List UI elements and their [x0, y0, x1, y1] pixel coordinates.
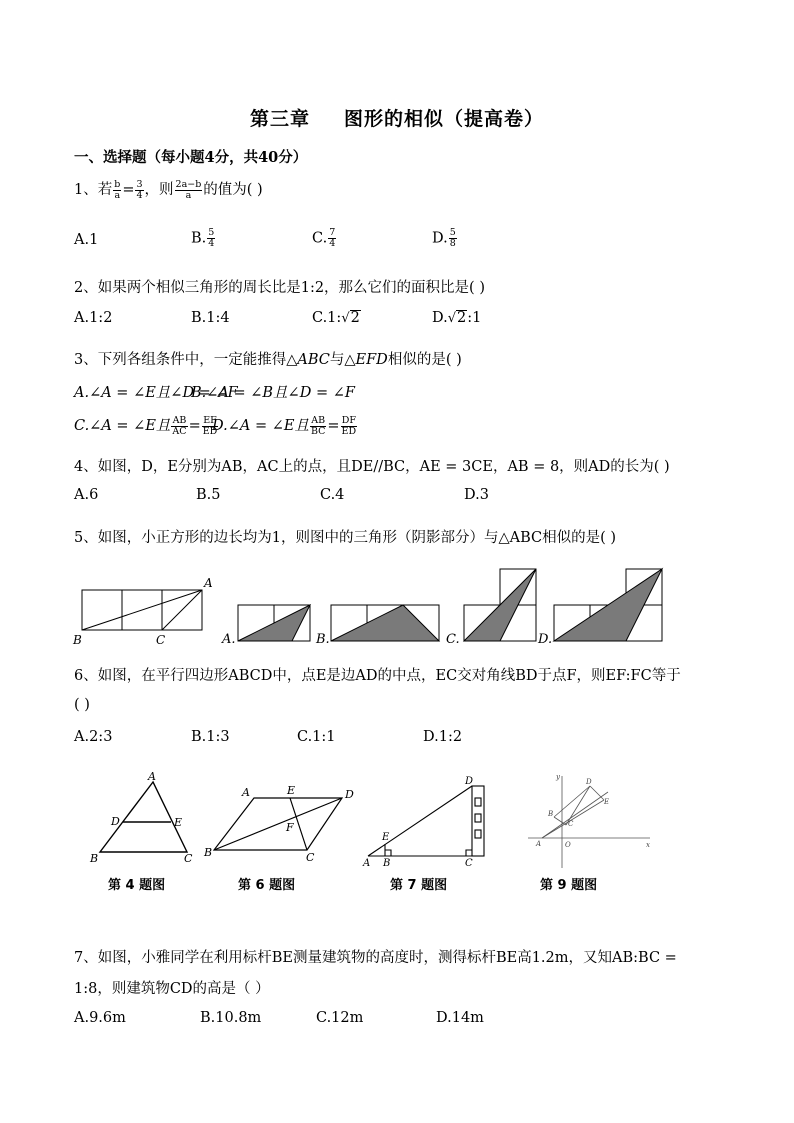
q6-option-a: A.2:3	[74, 729, 113, 745]
q5-figure	[70, 565, 680, 650]
q2-option-d: D.√2:1	[432, 310, 482, 326]
q6-option-d: D.1:2	[423, 729, 463, 745]
q6-option-b: B.1:3	[191, 729, 230, 745]
svg-text:C: C	[156, 633, 166, 647]
q6-option-c: C.1:1	[297, 729, 336, 745]
q2-option-a: A.1:2	[74, 310, 113, 326]
svg-text:A: A	[363, 858, 371, 869]
q3-option-d: D.∠A = ∠E且 $\frac{AB}{BC}$ = $\frac{DF}{ED}$	[212, 414, 357, 437]
q1-frac-3-4: $\frac{3}{4}$	[136, 178, 143, 201]
q1-frac-b-a: $\frac{b}{a}$	[114, 178, 121, 201]
question-1	[74, 178, 263, 201]
q1-option-c: C. $\frac{7}{4}$	[312, 227, 336, 249]
q4-option-a: A.6	[74, 487, 99, 503]
svg-text:C: C	[306, 851, 315, 864]
question-6-bracket: ( )	[74, 697, 90, 713]
svg-text:C.: C.	[446, 632, 460, 647]
svg-text:C: C	[568, 820, 574, 828]
q4-option-b: B.5	[196, 487, 221, 503]
svg-text:B: B	[73, 633, 82, 647]
svg-text:A: A	[148, 770, 156, 783]
svg-text:D: D	[111, 815, 120, 828]
q1-mid: ，则	[144, 182, 174, 198]
fig9-coordinate	[528, 776, 650, 868]
q2-option-b: B.1:4	[191, 310, 230, 326]
caption-fig4: 第 4 题图	[108, 878, 166, 893]
svg-text:C: C	[184, 852, 193, 865]
q1-eq: =	[122, 182, 135, 198]
question-5: 5、如图，小正方形的边长均为1，则图中的三角形（阴影部分）与△ABC相似的是( )	[74, 530, 617, 546]
q3-option-b: B.∠A = ∠B且∠D = ∠F	[191, 385, 355, 401]
q1-option-b: B. $\frac{5}{4}$	[191, 227, 215, 249]
svg-text:B: B	[383, 858, 391, 869]
svg-text:B: B	[90, 852, 99, 865]
page-title	[0, 104, 794, 131]
q3-option-c: C.∠A = ∠E且 $\frac{AB}{AC}$ = $\frac{EF}{ED}$	[74, 414, 218, 437]
q7-option-b: B.10.8m	[200, 1010, 262, 1026]
caption-fig7: 第 7 题图	[390, 878, 448, 893]
svg-text:A: A	[204, 576, 213, 590]
svg-text:E: E	[174, 816, 183, 829]
q1-prefix: 1、若	[74, 182, 113, 198]
q1-option-a: A.1	[74, 232, 99, 248]
q1-option-d: D. $\frac{5}{8}$	[432, 227, 456, 249]
section-heading: 一、选择题（每小题4分，共40分）	[74, 149, 308, 166]
svg-text:A: A	[536, 840, 542, 848]
svg-text:B: B	[204, 846, 213, 859]
fig7-building	[368, 786, 484, 856]
svg-text:F: F	[286, 821, 294, 834]
svg-text:B.: B.	[316, 632, 330, 647]
question-6: 6、如图，在平行四边形ABCD中，点E是边AD的中点，EC交对角线BD于点F，则EF:FC等于	[74, 668, 681, 684]
triangle-efd: △EFD	[344, 352, 388, 368]
question-7-line2: 1:8，则建筑物CD的高是（ ）	[74, 981, 270, 997]
q2-option-c: C.1:√2	[312, 310, 360, 326]
q7-option-a: A.9.6m	[74, 1010, 126, 1026]
q1-frac-expr: $\frac{2a-b}{a}$	[175, 178, 202, 201]
svg-text:A.: A.	[222, 632, 236, 647]
figure-row	[80, 770, 680, 875]
question-2: 2、如果两个相似三角形的周长比是1:2，那么它们的面积比是( )	[74, 280, 485, 296]
caption-fig6: 第 6 题图	[238, 878, 296, 893]
q7-option-c: C.12m	[316, 1010, 364, 1026]
question-7: 7、如图，小雅同学在利用标杆BE测量建筑物的高度时，测得标杆BE高1.2m，又知AB:BC =	[74, 950, 677, 966]
caption-fig9: 第 9 题图	[540, 878, 598, 893]
question-4: 4、如图，D，E分别为AB，AC上的点，且DE//BC，AE = 3CE，AB = 8，则AD的长为( )	[74, 459, 670, 475]
q4-option-d: D.3	[464, 487, 489, 503]
svg-text:D: D	[465, 776, 474, 787]
fig6-parallelogram	[214, 798, 342, 850]
svg-text:B: B	[548, 810, 554, 818]
svg-text:D: D	[586, 778, 592, 786]
svg-text:D.: D.	[538, 632, 553, 647]
chapter-label: 第三章	[249, 108, 310, 130]
q4-option-c: C.4	[320, 487, 345, 503]
svg-text:E: E	[287, 784, 296, 797]
chapter-topic: 图形的相似（提高卷）	[344, 108, 545, 130]
svg-text:O: O	[565, 841, 571, 849]
q7-option-d: D.14m	[436, 1010, 484, 1026]
q1-tail: 的值为( )	[203, 182, 263, 198]
question-3: 3、下列各组条件中，一定能推得△ABC与△EFD相似的是( )	[74, 352, 462, 368]
q5-shaded-b	[331, 605, 439, 641]
q3-option-a: A.∠A = ∠E且∠D = ∠F	[74, 385, 238, 401]
svg-text:x: x	[646, 841, 650, 849]
svg-text:E: E	[382, 832, 390, 843]
triangle-abc: △ABC	[286, 352, 330, 368]
svg-text:y: y	[556, 773, 560, 781]
svg-text:A: A	[242, 786, 250, 799]
svg-text:E: E	[604, 798, 610, 806]
svg-text:D: D	[345, 788, 354, 801]
svg-text:C: C	[465, 858, 473, 869]
